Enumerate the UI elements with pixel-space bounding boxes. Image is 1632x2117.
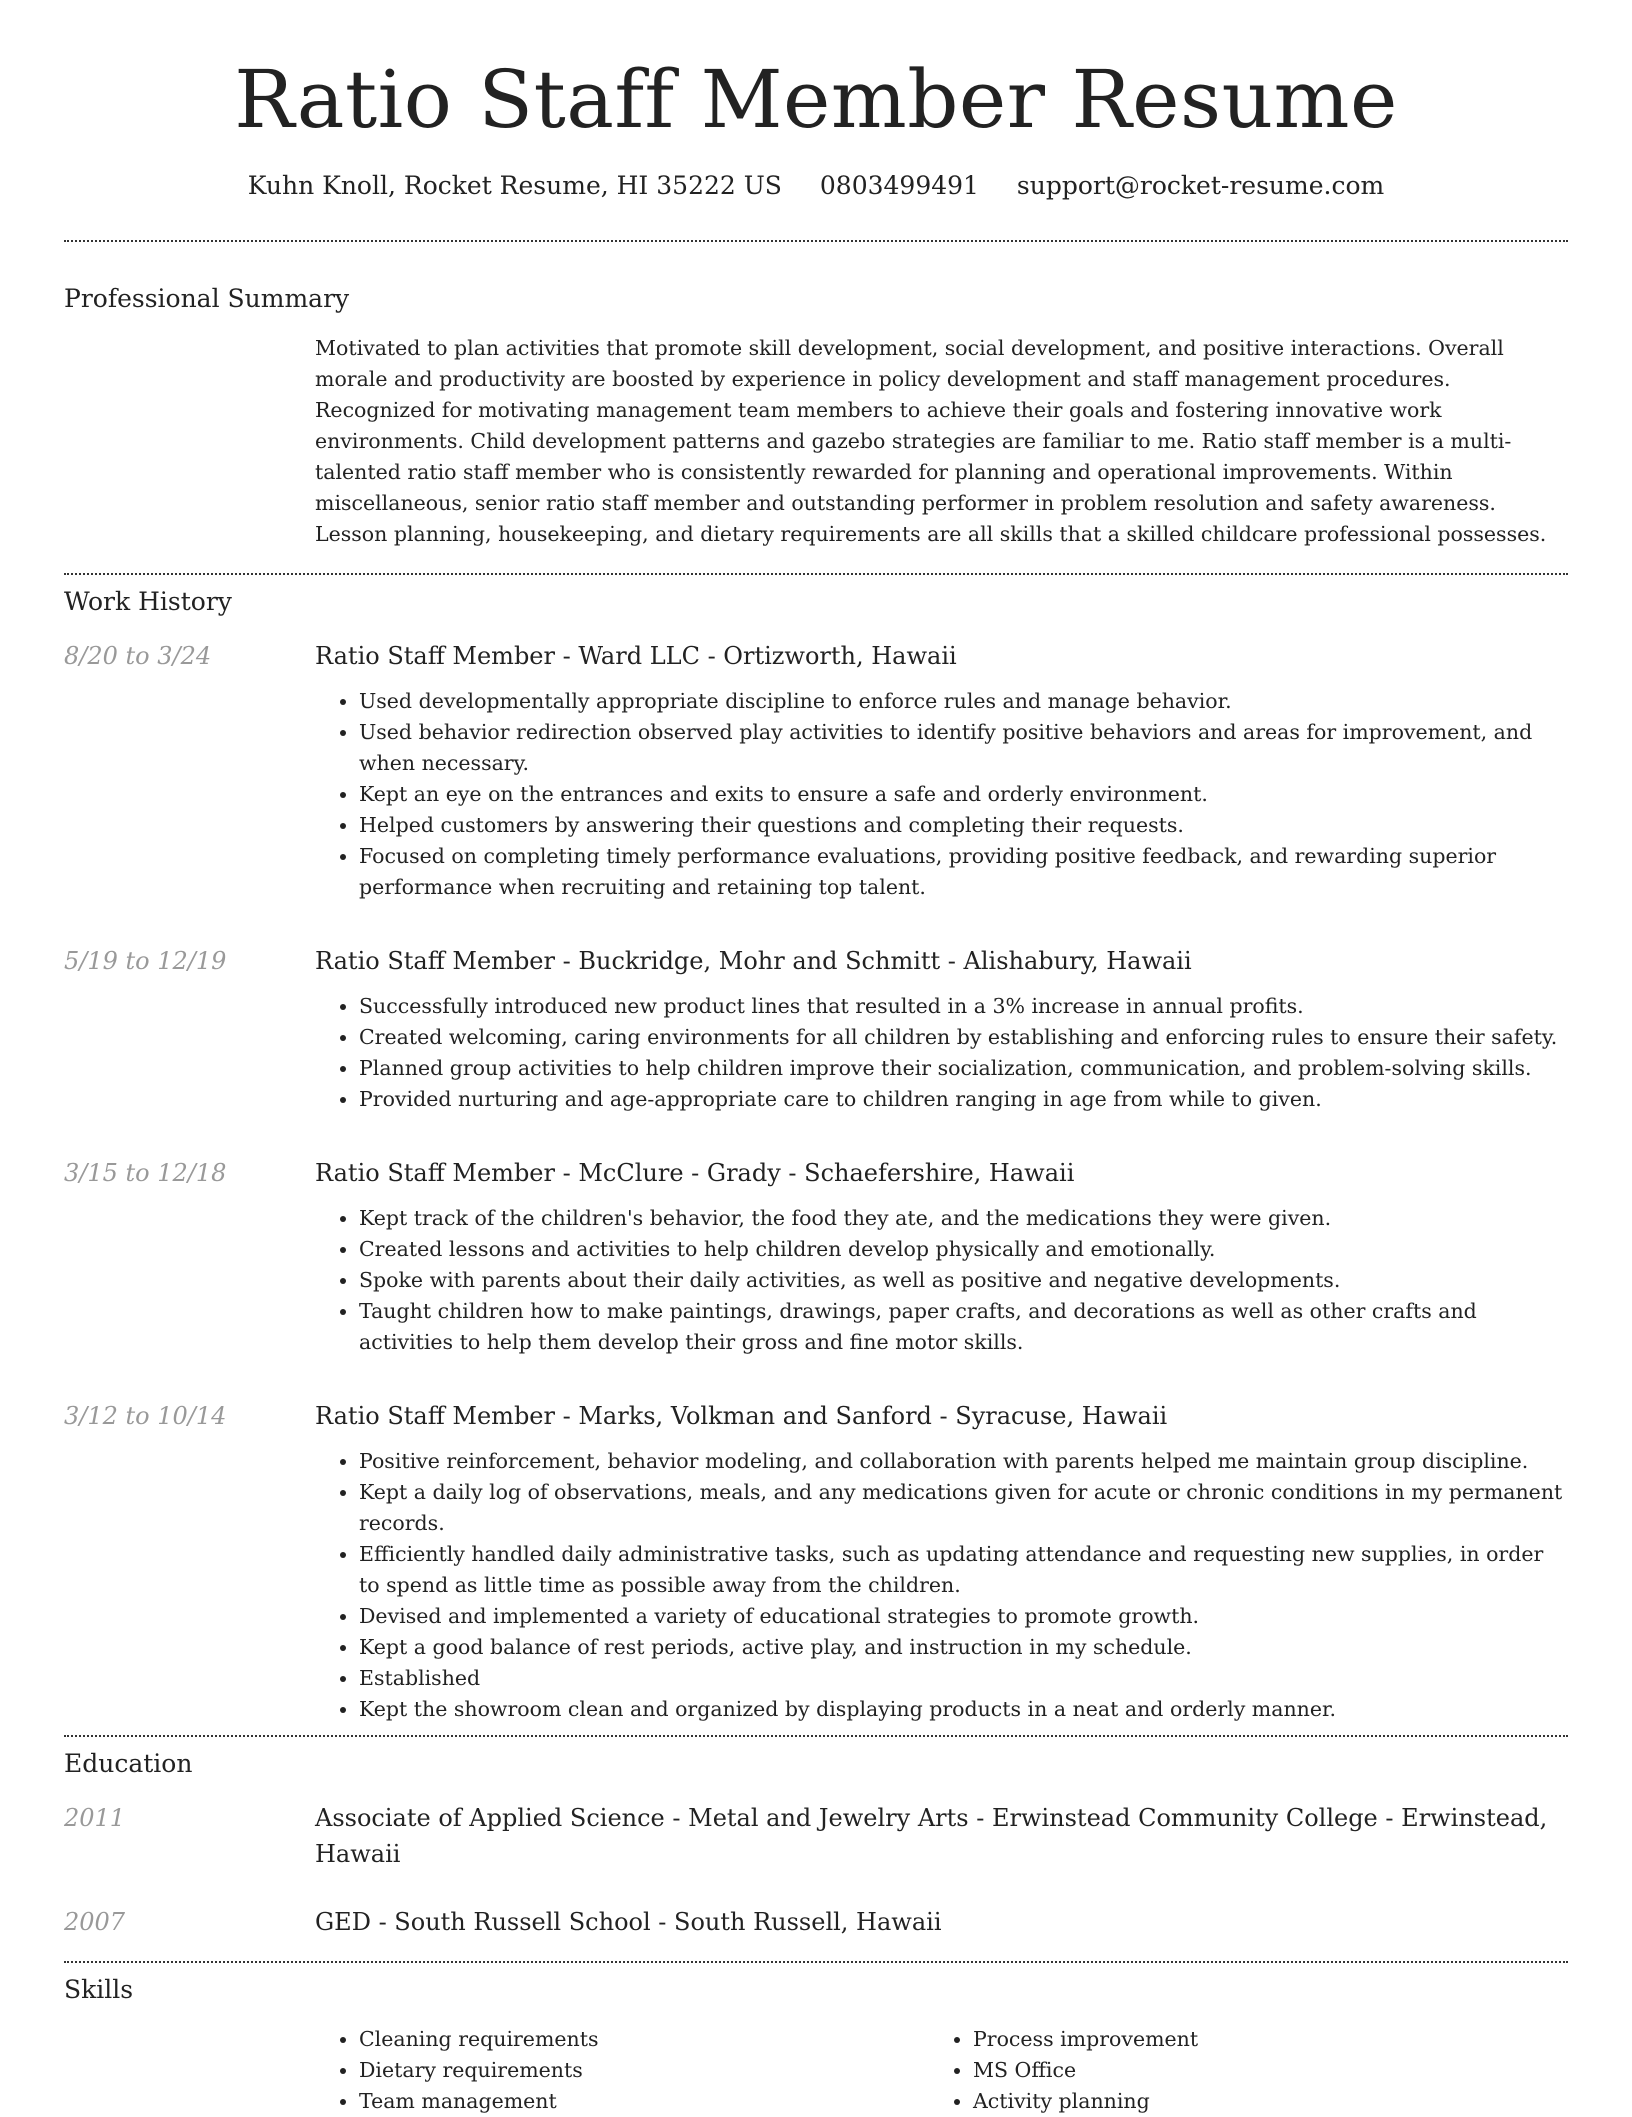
- job-bullet-list: [315, 1446, 1568, 1725]
- job-bullet: • Planned group activities to help children improve their socialization, communication, and problem-solving skills.: [359, 1053, 1568, 1084]
- skills-section: [64, 1972, 1568, 2117]
- job-bullet: • Helped customers by answering their questions and completing their requests.: [359, 810, 1568, 841]
- job-body: [315, 1155, 1568, 1358]
- job-heading: Ratio Staff Member - Marks, Volkman and Sanford - Syracuse, Hawaii: [315, 1402, 1168, 1430]
- job-date: 8/20 to 3/24: [64, 642, 212, 670]
- education-date: 2007: [64, 1908, 126, 1936]
- skill-item: • Dietary requirements: [359, 2055, 929, 2086]
- job-bullet: • Kept track of the children's behavior, the food they ate, and the medications they were given.: [359, 1203, 1568, 1234]
- contact-address: Kuhn Knoll, Rocket Resume, HI 35222 US: [247, 171, 782, 200]
- education-date: 2011: [64, 1804, 126, 1832]
- job-bullet-list: [315, 1203, 1568, 1358]
- job-date: 5/19 to 12/19: [64, 947, 227, 975]
- job-bullet: • Successfully introduced new product lines that resulted in a 3% increase in annual profits.: [359, 991, 1568, 1022]
- contact-phone: 0803499491: [819, 171, 979, 200]
- education-heading: Associate of Applied Science - Metal and Jewelry Arts - Erwinstead Community College - Erwinstead, Hawaii: [315, 1804, 1548, 1868]
- job-bullet: • Devised and implemented a variety of educational strategies to promote growth.: [359, 1601, 1568, 1632]
- education-section: [64, 1746, 1568, 1940]
- summary-block: [64, 281, 1568, 550]
- job-bullet: • Kept the showroom clean and organized by displaying products in a neat and orderly manner.: [359, 1694, 1568, 1725]
- skill-item: • Process improvement: [973, 2024, 1543, 2055]
- job-bullet: • Established: [359, 1663, 1568, 1694]
- job-date: 3/12 to 10/14: [64, 1402, 227, 1430]
- contact-email: support@rocket-resume.com: [1016, 171, 1385, 200]
- job-bullet: • Created lessons and activities to help children develop physically and emotionally.: [359, 1234, 1568, 1265]
- education-body: [315, 1904, 1568, 1940]
- job-body: [315, 943, 1568, 1115]
- education-entry: [64, 1800, 1568, 1872]
- job-bullet: • Kept a good balance of rest periods, active play, and instruction in my schedule.: [359, 1632, 1568, 1663]
- job-entry: [64, 638, 1568, 903]
- skill-item: • MS Office: [973, 2055, 1543, 2086]
- page-title: Ratio Staff Member Resume: [234, 53, 1398, 146]
- contact-line: [64, 168, 1568, 204]
- work-divider: [64, 1735, 1568, 1737]
- skills-list-right: [929, 2024, 1543, 2117]
- job-bullet: • Used behavior redirection observed play activities to identify positive behaviors and areas for improvement, and when necessary.: [359, 717, 1568, 779]
- job-bullet-list: [315, 686, 1568, 903]
- summary-text: Motivated to plan activities that promote skill development, social development, and positive interactions. Overall morale and productivity are boosted by experience in policy development and staff management procedures. Recognized for motivating management team members to achieve their goals and fostering innovative work environments. Child development patterns and gazebo strategies are familiar to me. Ratio staff member is a multi-talented ratio staff member who is consistently rewarded for planning and operational improvements. Within miscellaneous, senior ratio staff member and outstanding performer in problem resolution and safety awareness. Lesson planning, housekeeping, and dietary requirements are all skills that a skilled childcare professional possesses.: [315, 336, 1547, 546]
- job-entry: [64, 1398, 1568, 1725]
- job-date: 3/15 to 12/18: [64, 1159, 227, 1187]
- education-section-title: Education: [64, 1749, 193, 1778]
- education-body: [315, 1800, 1568, 1872]
- job-heading: Ratio Staff Member - McClure - Grady - Schaefershire, Hawaii: [315, 1159, 1075, 1187]
- skill-item: • Activity planning: [973, 2086, 1543, 2117]
- summary-divider: [64, 573, 1568, 575]
- job-entry: [64, 1155, 1568, 1358]
- resume-page: [64, 0, 1568, 2113]
- job-heading: Ratio Staff Member - Ward LLC - Ortizworth, Hawaii: [315, 642, 957, 670]
- skills-columns: [315, 2024, 1568, 2117]
- job-body: [315, 1398, 1568, 1725]
- skills-list-left: [315, 2024, 929, 2117]
- job-bullet: • Used developmentally appropriate discipline to enforce rules and manage behavior.: [359, 686, 1568, 717]
- education-divider: [64, 1961, 1568, 1963]
- skill-item: • Cleaning requirements: [359, 2024, 929, 2055]
- job-bullet: • Provided nurturing and age-appropriate care to children ranging in age from while to given.: [359, 1084, 1568, 1115]
- job-bullet: • Created welcoming, caring environments for all children by establishing and enforcing rules to ensure their safety.: [359, 1022, 1568, 1053]
- summary-section-title: Professional Summary: [64, 284, 350, 313]
- job-entry: [64, 943, 1568, 1115]
- job-bullet: • Focused on completing timely performance evaluations, providing positive feedback, and rewarding superior performance when recruiting and retaining top talent.: [359, 841, 1568, 903]
- job-bullet: • Positive reinforcement, behavior modeling, and collaboration with parents helped me maintain group discipline.: [359, 1446, 1568, 1477]
- work-section: [64, 584, 1568, 1725]
- job-bullet-list: [315, 991, 1568, 1115]
- job-bullet: • Taught children how to make paintings, drawings, paper crafts, and decorations as well as other crafts and activities to help them develop their gross and fine motor skills.: [359, 1296, 1568, 1358]
- skills-section-title: Skills: [64, 1975, 134, 2004]
- job-bullet: • Spoke with parents about their daily activities, as well as positive and negative developments.: [359, 1265, 1568, 1296]
- education-entry: [64, 1904, 1568, 1940]
- job-bullet: • Efficiently handled daily administrative tasks, such as updating attendance and requesting new supplies, in order to spend as little time as possible away from the children.: [359, 1539, 1568, 1601]
- job-heading: Ratio Staff Member - Buckridge, Mohr and Schmitt - Alishabury, Hawaii: [315, 947, 1192, 975]
- work-section-title: Work History: [64, 587, 232, 616]
- job-bullet: • Kept an eye on the entrances and exits to ensure a safe and orderly environment.: [359, 779, 1568, 810]
- education-heading: GED - South Russell School - South Russell, Hawaii: [315, 1908, 942, 1936]
- header-divider: [64, 240, 1568, 242]
- skill-item: • Team management: [359, 2086, 929, 2117]
- job-body: [315, 638, 1568, 903]
- job-bullet: • Kept a daily log of observations, meals, and any medications given for acute or chronic conditions in my permanent records.: [359, 1477, 1568, 1539]
- job-list: [64, 638, 1568, 1725]
